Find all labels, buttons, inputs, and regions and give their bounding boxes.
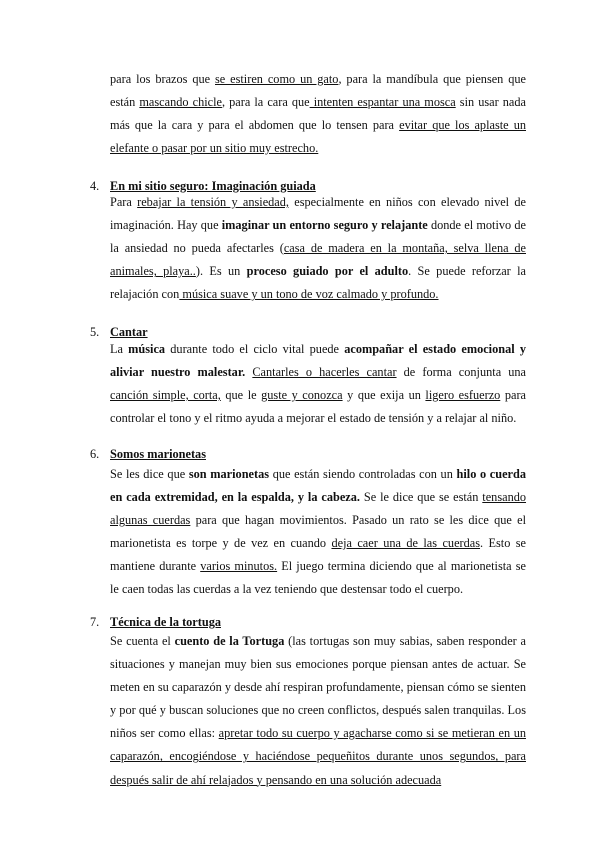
text-run: ). Es un <box>195 264 247 279</box>
bold-text: imaginar un entorno seguro y relajante <box>221 218 428 233</box>
underlined-text: mascando chicle <box>139 95 222 110</box>
text-run: Se le dice que se están <box>360 490 483 505</box>
section-5-body <box>110 338 526 430</box>
text-run: Para <box>110 195 138 209</box>
underlined-text: apretar todo su cuerpo y agacharse como si se metieran en un caparazón, encogiéndose y haciéndose pequeñitos durante unos segundos, para después salir de ahí relajados y pensando en una solución adecuada <box>110 726 526 787</box>
underlined-text: Cantarles o hacerles cantar <box>252 365 397 380</box>
section-6-heading <box>90 446 206 462</box>
underlined-text: casa de madera en la montaña, selva llena de animales, playa.. <box>110 241 526 279</box>
underlined-text: ligero esfuerzo <box>425 388 501 403</box>
underlined-text: tensando algunas cuerdas <box>110 490 527 528</box>
underlined-text: rebajar la tensión y ansiedad, <box>137 195 289 209</box>
text-run: . Esto se mantiene durante <box>110 536 527 574</box>
bold-text: acompañar el estado emocional y aliviar nuestro malestar. <box>110 342 527 380</box>
underlined-text: guste y conozca <box>261 388 343 403</box>
underlined-text: deja caer una de las cuerdas <box>331 536 481 551</box>
section-title: En mi sitio seguro: Imaginación guiada <box>110 179 316 193</box>
section-7-body <box>110 630 526 792</box>
intro-paragraph <box>110 68 526 160</box>
text-run: para los brazos que <box>110 72 215 86</box>
text-run: y que exija un <box>342 388 426 403</box>
text-run: , para la mandíbula que piensen que están <box>110 72 526 110</box>
text-run: , para la cara que <box>221 95 310 110</box>
section-number: 6. <box>90 447 100 461</box>
section-title: Cantar <box>110 325 148 339</box>
text-run: El juego termina diciendo que al marionetista se le caen todas las cuerdas a la vez teniendo que destensar todo el cuerpo. <box>110 559 526 597</box>
underlined-text: canción simple, corta, <box>110 388 221 403</box>
section-number: 7. <box>90 615 100 629</box>
text-run: especialmente en niños con elevado nivel de imaginación. Hay que <box>110 195 526 233</box>
underlined-text: música suave y un tono de voz calmado y profundo. <box>179 287 439 302</box>
bold-text: hilo o cuerda en cada extremidad, en la espalda, y la cabeza. <box>110 467 527 505</box>
text-run: durante todo el ciclo vital puede <box>165 342 345 356</box>
bold-text: son marionetas <box>188 467 270 481</box>
text-run: . Se puede reforzar la relajación con <box>110 264 526 302</box>
text-run: que están siendo controladas con un <box>269 467 457 481</box>
text-run: donde el motivo de la ansiedad no pueda afectarles ( <box>110 218 526 256</box>
text-run: para controlar el tono y el ritmo ayuda a mejorar el estado de tensión y a relajar al niño. <box>110 388 527 426</box>
section-title: Técnica de la tortuga <box>110 615 221 629</box>
text-run: de forma conjunta una <box>396 365 527 380</box>
text-run: Se les dice que <box>110 467 189 481</box>
text-run: Se cuenta el <box>110 634 175 648</box>
text-run: sin usar nada más que la cara y para el abdomen que lo tensen para <box>110 95 526 133</box>
bold-text: proceso guiado por el adulto <box>246 264 409 279</box>
underlined-text: se estiren como un gato <box>215 72 339 86</box>
bold-text: música <box>128 342 166 356</box>
text-run: La <box>110 342 129 356</box>
text-run: que le <box>220 388 262 403</box>
text-run: para que hagan movimientos. Pasado un rato se les dice que el marionetista es torpe y de vez en cuando <box>110 513 526 551</box>
section-4-body <box>110 191 526 306</box>
section-6-body <box>110 463 526 602</box>
text-run: (las tortugas son muy sabias, saben responder a situaciones y manejan muy bien sus emociones porque piensan antes de actuar. Se meten en su caparazón y desde ahí respiran profundamente, piensan cómo se sienten y por qué y buscan soluciones que no creen conflictos, después salen tranquilas. Los niños ser como ellas: <box>110 634 526 741</box>
section-number: 4. <box>90 179 100 193</box>
underlined-text: intenten espantar una mosca <box>309 95 456 110</box>
bold-text: cuento de la Tortuga <box>174 634 285 648</box>
section-number: 5. <box>90 325 100 339</box>
section-title: Somos marionetas <box>110 447 206 461</box>
underlined-text: evitar que los aplaste un elefante o pasar por un sitio muy estrecho. <box>110 118 526 156</box>
underlined-text: varios minutos. <box>200 559 278 574</box>
section-7-heading <box>90 614 221 630</box>
